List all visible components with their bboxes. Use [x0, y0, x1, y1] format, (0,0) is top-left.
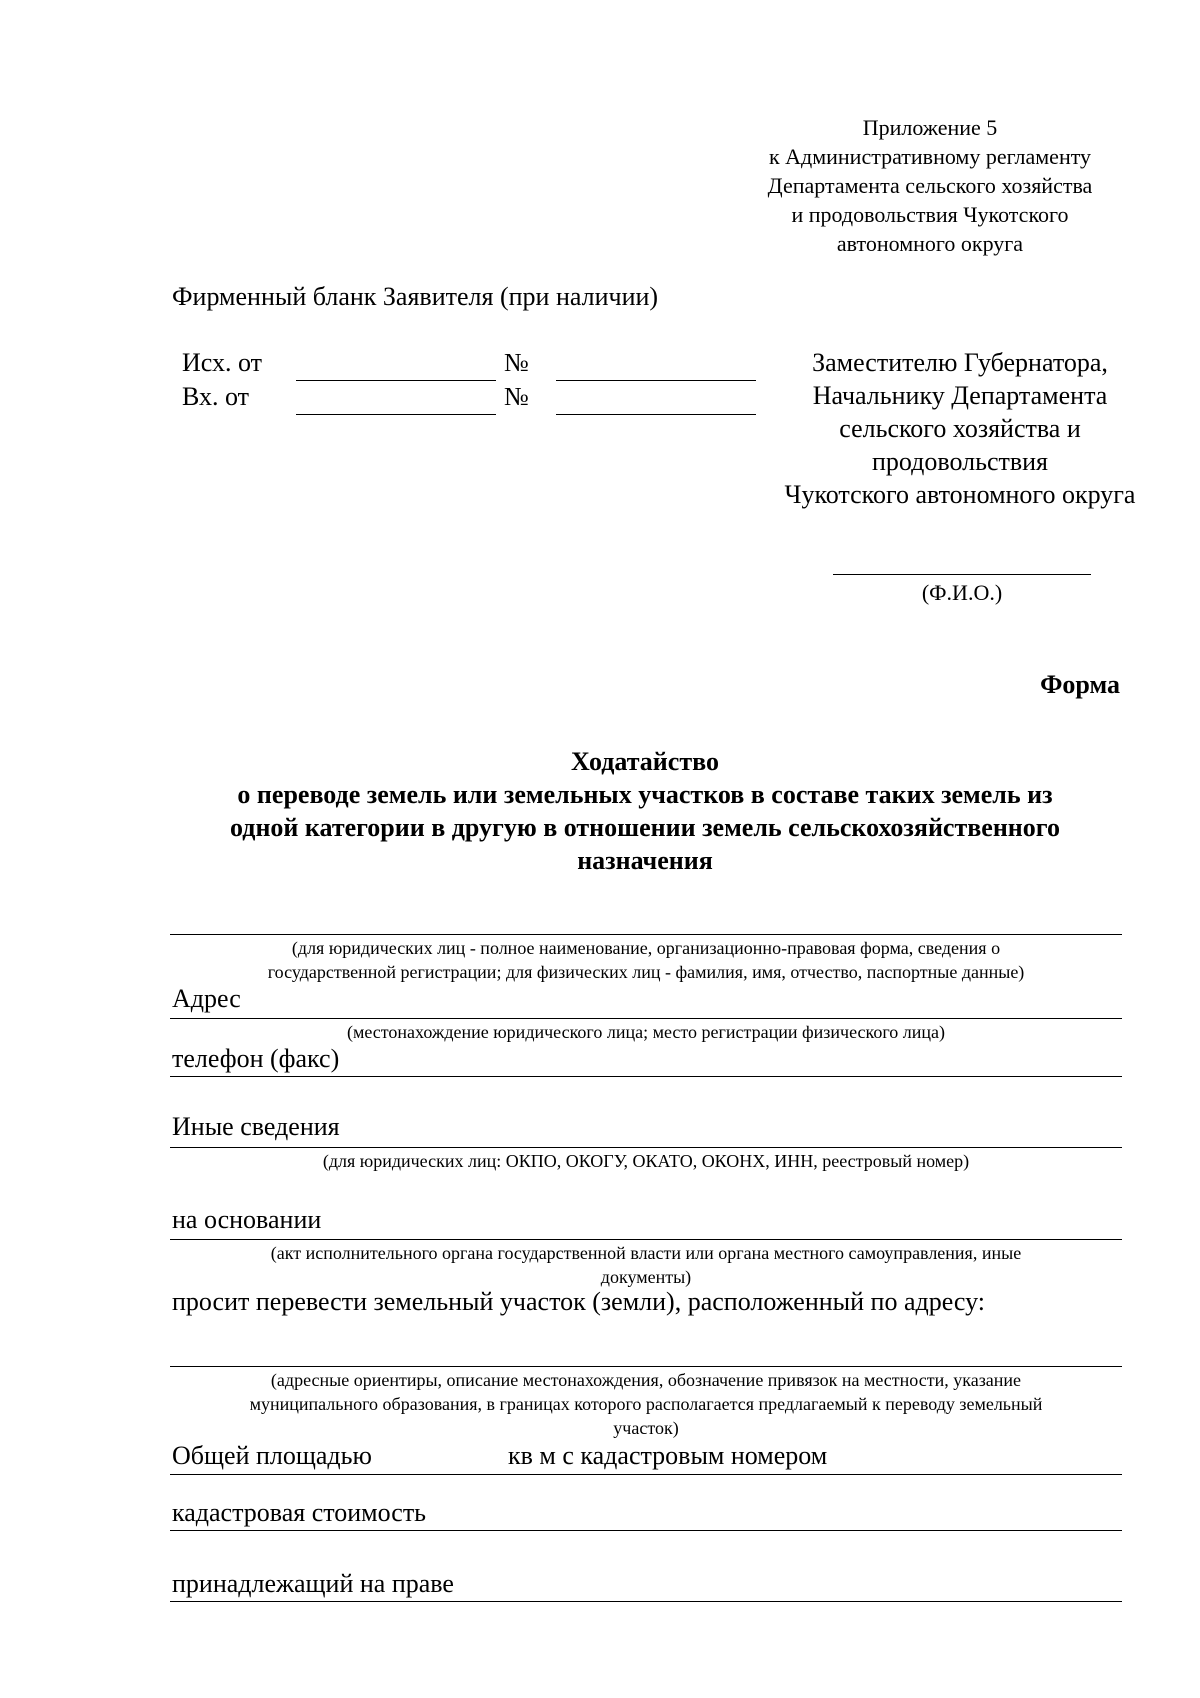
- hint-line: документы): [600, 1267, 692, 1287]
- ownership-label: принадлежащий на праве: [172, 1569, 454, 1598]
- title-line: назначения: [577, 846, 713, 875]
- address-hint: [170, 1020, 1122, 1044]
- location-line: [170, 1366, 1122, 1367]
- other-info-line: [170, 1147, 1122, 1148]
- address-line: [170, 1018, 1122, 1019]
- address-label: Адрес: [172, 984, 241, 1013]
- fio-line: [833, 574, 1091, 575]
- outgoing-date-line: [296, 380, 496, 381]
- hint-line: государственной регистрации; для физических лиц - фамилия, имя, отчество, паспортные данные): [267, 962, 1025, 982]
- appendix-line: Департамента сельского хозяйства: [767, 173, 1093, 198]
- addressee-block: [760, 346, 1160, 511]
- area-suffix: кв м с кадастровым номером: [508, 1441, 828, 1470]
- area-line: [170, 1474, 1122, 1475]
- appendix-note: [740, 113, 1120, 258]
- title-line: о переводе земель или земельных участков в составе таких земель из: [237, 780, 1053, 809]
- phone-line: [170, 1076, 1122, 1077]
- incoming-date-line: [296, 414, 496, 415]
- addressee-line: Чукотского автономного округа: [784, 480, 1136, 509]
- hint-line: (акт исполнительного органа государственной власти или органа местного самоуправления, иные: [270, 1243, 1022, 1263]
- applicant-line: [170, 934, 1122, 935]
- document-title: [150, 745, 1140, 877]
- outgoing-label: Исх. от: [182, 348, 262, 377]
- hint-line: (адресные ориентиры, описание местонахождения, обозначение привязок на местности, указание: [270, 1370, 1022, 1390]
- appendix-line: к Административному регламенту: [768, 144, 1092, 169]
- basis-label: на основании: [172, 1205, 322, 1234]
- appendix-line: и продовольствия Чукотского: [791, 202, 1069, 227]
- appendix-line: Приложение 5: [862, 115, 998, 140]
- hint-line: участок): [613, 1418, 679, 1438]
- basis-hint: [170, 1241, 1122, 1289]
- area-label: Общей площадью: [172, 1441, 372, 1470]
- addressee-line: Начальнику Департамента: [812, 381, 1108, 410]
- other-info-hint: [170, 1149, 1122, 1173]
- incoming-number-line: [556, 414, 756, 415]
- ownership-line: [170, 1601, 1122, 1602]
- addressee-line: сельского хозяйства и: [839, 414, 1081, 443]
- other-info-label: Иные сведения: [172, 1112, 340, 1141]
- letterhead-note: Фирменный бланк Заявителя (при наличии): [172, 282, 659, 311]
- title-line: Ходатайство: [571, 747, 719, 776]
- number-sign: №: [504, 348, 529, 377]
- addressee-line: Заместителю Губернатора,: [812, 348, 1108, 377]
- number-sign: №: [504, 382, 529, 411]
- applicant-hint: [170, 936, 1122, 984]
- cadastral-value-label: кадастровая стоимость: [172, 1498, 427, 1527]
- location-hint: [170, 1368, 1122, 1440]
- phone-label: телефон (факс): [172, 1044, 340, 1073]
- appendix-line: автономного округа: [836, 231, 1024, 256]
- cadastral-value-line: [170, 1530, 1122, 1531]
- incoming-label: Вх. от: [182, 382, 250, 411]
- hint-line: (для юридических лиц: ОКПО, ОКОГУ, ОКАТО, ОКОНХ, ИНН, реестровый номер): [322, 1151, 970, 1171]
- outgoing-number-line: [556, 380, 756, 381]
- request-text: просит перевести земельный участок (земли), расположенный по адресу:: [172, 1287, 986, 1316]
- fio-label: (Ф.И.О.): [921, 580, 1003, 605]
- hint-line: муниципального образования, в границах которого располагается предлагаемый к переводу земельный: [249, 1394, 1043, 1414]
- hint-line: (для юридических лиц - полное наименование, организационно-правовая форма, сведения о: [291, 938, 1001, 958]
- title-line: одной категории в другую в отношении земель сельскохозяйственного: [230, 813, 1060, 842]
- hint-line: (местонахождение юридического лица; место регистрации физического лица): [346, 1022, 946, 1042]
- basis-line: [170, 1239, 1122, 1240]
- addressee-line: продовольствия: [871, 447, 1049, 476]
- form-label: Форма: [1040, 670, 1120, 699]
